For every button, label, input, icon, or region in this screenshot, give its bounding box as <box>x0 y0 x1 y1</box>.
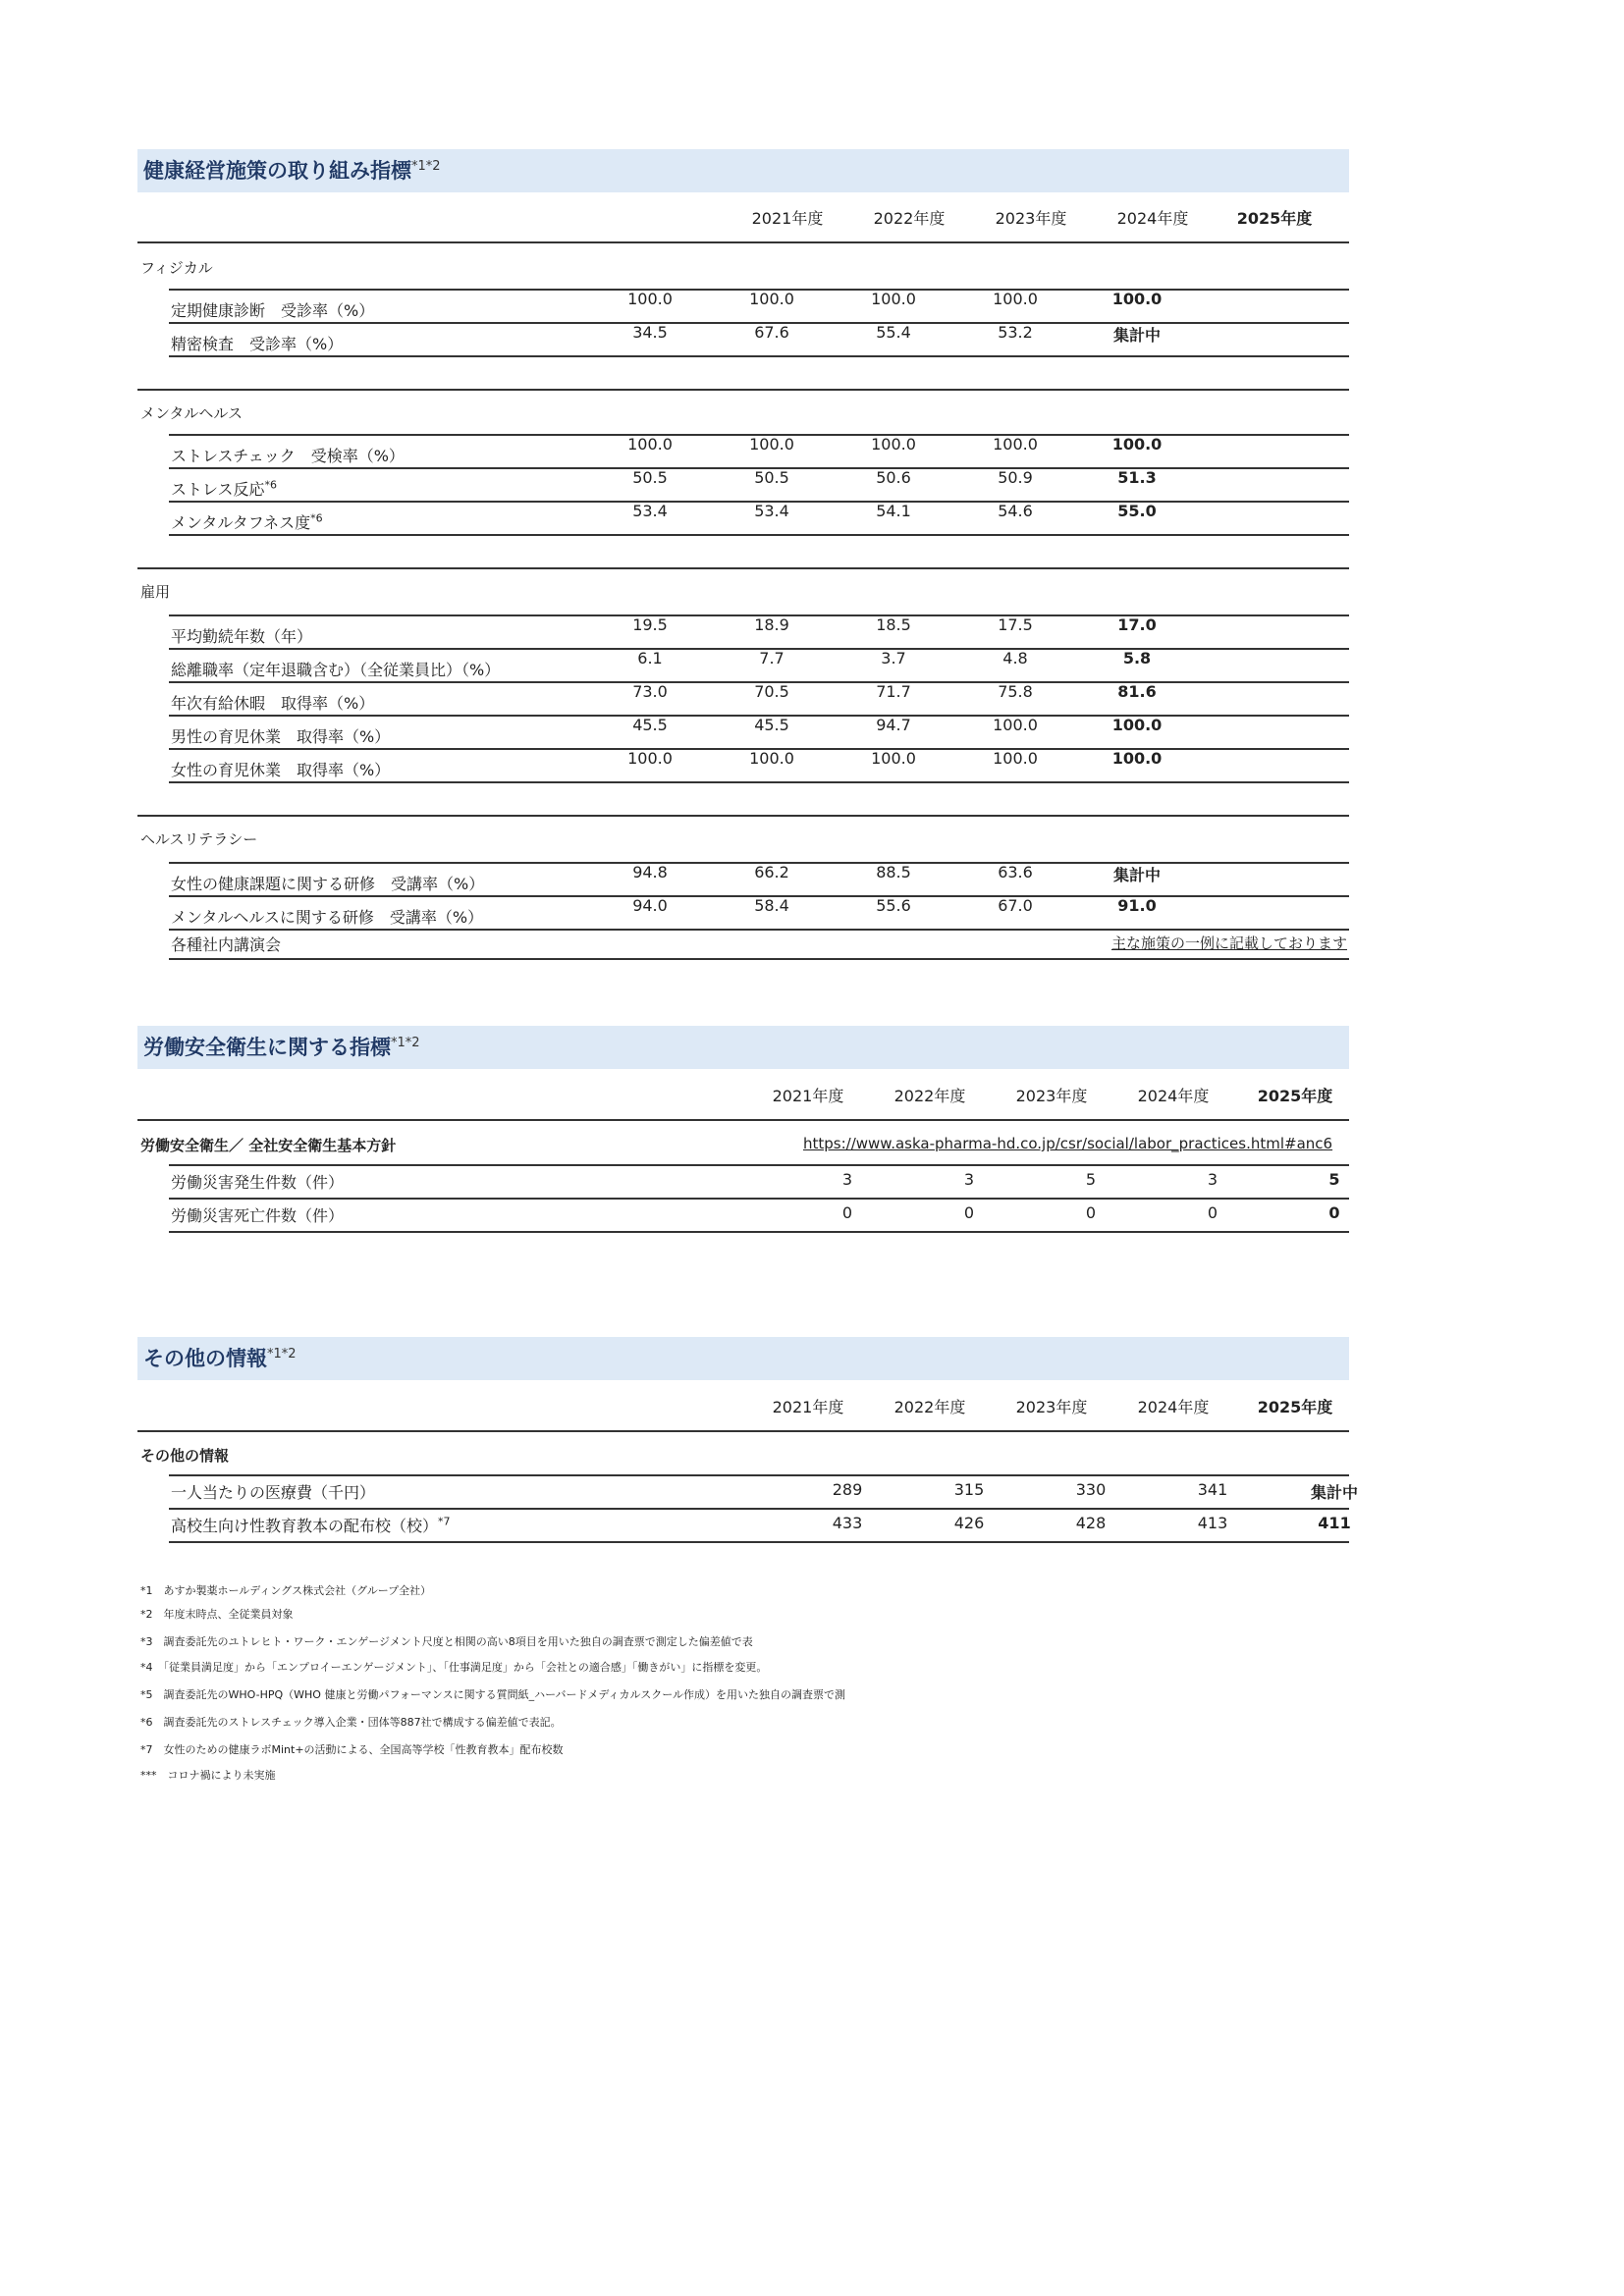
year-col-2025: 2025年度 <box>1236 209 1313 228</box>
section-health-title-bar <box>137 149 1349 192</box>
footnote: *** コロナ禍により未実施 <box>140 1769 276 1782</box>
table-row: 総離職率（定年退職含む）（全従業員比）（%） 6.1 7.7 3.7 4.8 5.8 <box>169 652 1349 683</box>
divider <box>169 1164 1349 1166</box>
footnote: *2 年度末時点、全従業員対象 <box>140 1608 294 1621</box>
year-col-2024: 2024年度 <box>1116 209 1189 228</box>
divider <box>169 1474 1349 1476</box>
divider <box>137 1430 1349 1432</box>
section-health-title: 健康経営施策の取り組み指標$^{*1*2}$ <box>143 159 441 183</box>
section-other-year-header: 2021年度 2022年度 2023年度 2024年度 2025年度 <box>772 1398 1333 1416</box>
footnote: *5 調査委託先のWHO-HPQ（WHO 健康と労働パフォーマンスに関する質問紙_ハーバードメディカルスクール作成）を用いた独自の調査票で測 <box>140 1688 845 1701</box>
footnote: *3 調査委託先のユトレヒト・ワーク・エンゲージメント尺度と相関の高い8項目を用いた独自の調査票で測定した偏差値で表 <box>140 1635 753 1648</box>
lecture-note-link[interactable]: 主な施策の一例に記載しております <box>1110 934 1347 952</box>
table-row: 女性の健康課題に関する研修 受講率（%） 94.8 66.2 88.5 63.6 集計中 <box>169 866 1349 897</box>
section-other-title-bar <box>137 1337 1349 1380</box>
table-row: 一人当たりの医療費（千円） 289 315 330 341 集計中 <box>169 1478 1349 1510</box>
footnote: *1 あすか製薬ホールディングス株式会社（グループ全社） <box>140 1584 432 1597</box>
divider <box>137 567 1349 569</box>
table-row: 平均勤続年数（年） 19.5 18.9 18.5 17.5 17.0 <box>169 618 1349 650</box>
table-row: 定期健康診断 受診率（%） 100.0 100.0 100.0 100.0 100.0 <box>169 293 1349 324</box>
section-other-title: その他の情報$^{*1*2}$ <box>143 1347 297 1370</box>
section-safety-title-bar <box>137 1026 1349 1069</box>
table-row: 年次有給休暇 取得率（%） 73.0 70.5 71.7 75.8 81.6 <box>169 685 1349 717</box>
section-safety-title: 労働安全衛生に関する指標$^{*1*2}$ <box>143 1036 420 1059</box>
table-row: メンタルヘルスに関する研修 受講率（%） 94.0 58.4 55.6 67.0 91.0 <box>169 899 1349 931</box>
footnote: *6 調査委託先のストレスチェック導入企業・団体等887社で構成する偏差値で表記。 <box>140 1716 562 1729</box>
group-literacy-label: ヘルスリテラシー <box>140 830 258 848</box>
divider <box>137 241 1349 243</box>
footnote: *7 女性のための健康ラボMint+の活動による、全国高等学校「性教育教本」配布校数 <box>140 1743 564 1756</box>
table-row: 労働災害発生件数（件） 3 3 5 3 5 <box>169 1168 1349 1200</box>
table-row: 労働災害死亡件数（件） 0 0 0 0 0 <box>169 1201 1349 1233</box>
table-row: 精密検査 受診率（%） 34.5 67.6 55.4 53.2 集計中 <box>169 326 1349 357</box>
table-row: 女性の育児休業 取得率（%） 100.0 100.0 100.0 100.0 100.0 <box>169 752 1349 783</box>
section-safety-year-header: 2021年度 2022年度 2023年度 2024年度 2025年度 <box>772 1087 1333 1105</box>
group-employment-label: 雇用 <box>140 583 171 601</box>
group-physical-label: フィジカル <box>140 259 213 277</box>
divider <box>137 815 1349 817</box>
divider <box>137 389 1349 391</box>
year-col-2023: 2023年度 <box>995 209 1067 228</box>
table-row: ストレスチェック 受検率（%） 100.0 100.0 100.0 100.0 100.0 <box>169 438 1349 469</box>
group-mental-label: メンタルヘルス <box>140 404 243 422</box>
group-other-label: その他の情報 <box>140 1447 230 1465</box>
table-row: ストレス反応$^{*6}$ 50.5 50.5 50.6 50.9 51.3 <box>169 471 1349 503</box>
safety-policy-label: 労働安全衛生／ 全社安全衛生基本方針 <box>140 1137 397 1154</box>
safety-policy-url-link[interactable]: https://www.aska-pharma-hd.co.jp/csr/social/labor_practices.html#anc6 <box>803 1135 1333 1152</box>
table-row-lectures: 各種社内講演会 主な施策の一例に記載しております <box>169 929 1349 960</box>
footnote: *4 「従業員満足度」から「エンプロイーエンゲージメント」、「仕事満足度」から「会社との適合感」「働きがい」に指標を変更。 <box>140 1661 768 1674</box>
section-health-year-header <box>137 206 1349 236</box>
table-row: 高校生向け性教育教本の配布校（校）$^{*7}$ 433 426 428 413 411 <box>169 1512 1349 1543</box>
table-row: 男性の育児休業 取得率（%） 45.5 45.5 94.7 100.0 100.0 <box>169 719 1349 750</box>
year-col-2021: 2021年度 <box>751 209 824 228</box>
year-col-2022: 2022年度 <box>873 209 946 228</box>
divider <box>137 1119 1349 1121</box>
table-row: メンタルタフネス度$^{*6}$ 53.4 53.4 54.1 54.6 55.0 <box>169 505 1349 536</box>
